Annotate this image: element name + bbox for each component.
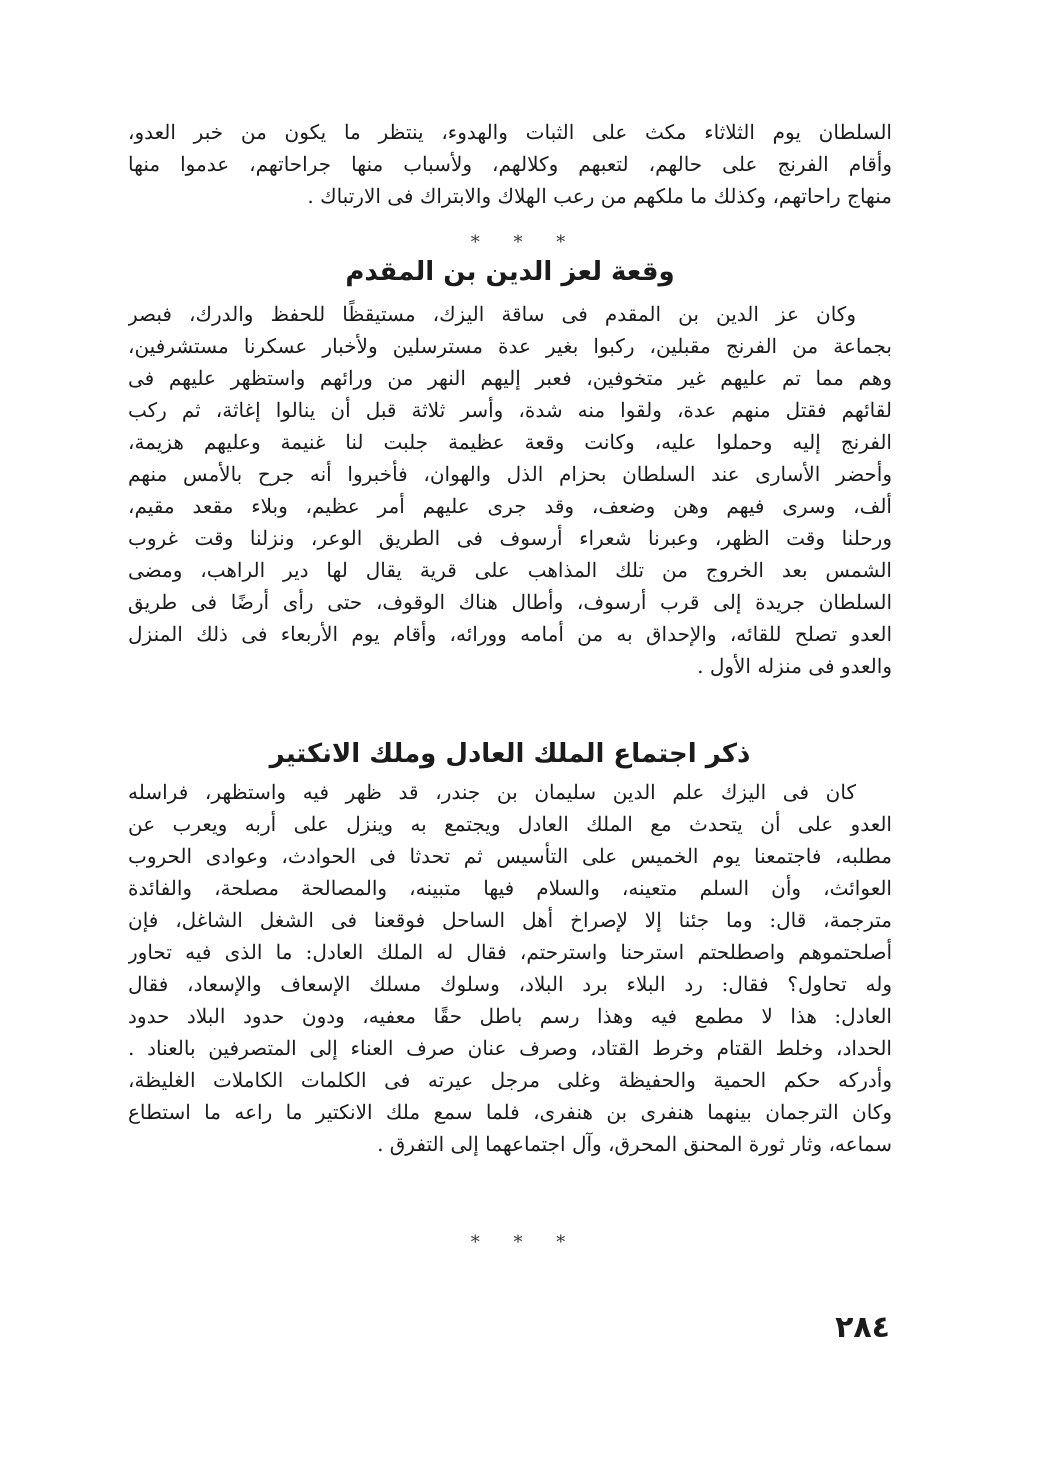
text-line: العادل: هذا لا مطمع فيه وهذا رسم باطل حقًا معفيه، ودون حدود البلاد حدود: [128, 1004, 892, 1028]
text-line: مطلبه، فاجتمعنا يوم الخميس على التأسيس ثم تحدثا فى الحوادث، وعوادى الحروب: [128, 844, 892, 868]
text-line: العدو على أن يتحدث مع الملك العادل ويجتمع به وينزل على أربه ويعرب عن: [128, 812, 892, 836]
text-line: سماعه، وثار ثورة المحنق المحرق، وآل اجتماعهما إلى التفرق .: [377, 1132, 892, 1156]
text-line: وهم مما تم عليهم غير متخوفين، فعبر إليهم النهر من ورائهم واستظهر عليهم فى: [128, 366, 892, 390]
text-line: أصلحتموهم واصطلحتم استرحنا واسترحتم، فقال له الملك العادل: ما الذى فيه تحاور: [128, 940, 892, 964]
text-line: الفرنج إليه وحملوا عليه، وكانت وقعة عظيمة جلبت لنا غنيمة وعليهم هزيمة،: [128, 430, 892, 454]
section-heading-izz-al-din: وقعة لعز الدين بن المقدم: [345, 257, 675, 287]
text-line: بجماعة من الفرنج مقبلين، ركبوا بغير عدة مسترسلين ولأخبار عسكرنا مستشرفين،: [128, 334, 892, 358]
text-line: وله تحاول؟ فقال: رد البلاء برد البلاد، وسلوك مسلك الإسعاف والإسعاد، فقال: [128, 972, 892, 996]
text-line: الحداد، وخلط القتام وخرط القتاد، وصرف عنان صرف العناء إلى المتصرفين بالعناد .: [128, 1036, 892, 1060]
section-body-izz-al-din: [128, 298, 892, 682]
section-heading-adil-meeting: ذكر اجتماع الملك العادل وملك الانكتير: [269, 739, 751, 769]
text-line: السلطان يوم الثلاثاء مكث على الثبات والهدوء، ينتظر ما يكون من خبر العدو،: [128, 120, 892, 144]
text-line: منهاج راحاتهم، وكذلك ما ملكهم من رعب الهلاك والابتراك فى الارتباك .: [307, 184, 892, 208]
text-line: لقائهم فقتل منهم عدة، ولقوا منه شدة، وأسر ثلاثة قبل أن ينالوا إغاثة، ثم ركب: [128, 398, 892, 422]
text-line: مترجمة، قال: وما جئنا إلا لإصراخ أهل الساحل فوقعنا فى الشغل الشاغل، فإن: [128, 908, 892, 932]
text-line: وأدركه حكم الحمية والحفيظة وغلى مرجل عيرته فى الكلمات الكاملات الغليظة،: [128, 1068, 892, 1092]
section-separator: * * *: [470, 232, 580, 253]
text-line: وكان عز الدين بن المقدم فى ساقة اليزك، مستيقظًا للحفظ والدرك، فبصر: [128, 302, 856, 326]
text-line: العدو تصلح للقائه، والإحداق به من أمامه وورائه، وأقام يوم الأربعاء فى ذلك المنزل: [128, 622, 892, 646]
text-line: ورحلنا وقت الظهر، وعبرنا شعراء أرسوف فى الطريق الوعر، ونزلنا وقت غروب: [128, 526, 892, 550]
intro-paragraph: [128, 116, 892, 212]
text-line: ألف، وسرى فيهم وهن وضعف، وقد جرى عليهم أمر عظيم، وبلاء مقعد مقيم،: [128, 494, 892, 518]
text-line: الشمس بعد الخروج من تلك المذاهب على قرية يقال لها دير الراهب، ومضى: [128, 558, 892, 582]
text-line: والعدو فى منزله الأول .: [697, 654, 892, 678]
text-line: العوائث، وأن السلم متعينه، والسلام فيها متبينه، والمصالحة مصلحة، والفائدة: [128, 876, 892, 900]
text-line: وأحضر الأسارى عند السلطان بحزام الذل والهوان، فأخبروا أنه جرح بالأمس منهم: [128, 462, 892, 486]
text-line: السلطان جريدة إلى قرب أرسوف، وأطال هناك الوقوف، حتى رأى أرضًا فى طريق: [128, 590, 892, 614]
page-number: ٢٨٤: [835, 1310, 890, 1345]
section-body-adil-meeting: [128, 776, 892, 1160]
text-line: وأقام الفرنج على حالهم، لتعبهم وكلالهم، ولأسباب منها جراحاتهم، عدموا منها: [128, 152, 892, 176]
closing-separator: * * *: [470, 1232, 580, 1253]
text-line: وكان الترجمان بينهما هنفرى بن هنفرى، فلما سمع ملك الانكتير ما راعه ما استطاع: [128, 1100, 892, 1124]
text-line: كان فى اليزك علم الدين سليمان بن جندر، قد ظهر فيه واستظهر، فراسله: [128, 780, 856, 804]
